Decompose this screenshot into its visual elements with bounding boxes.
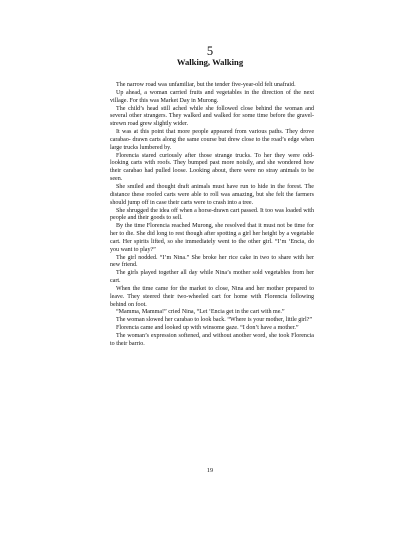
chapter-body bbox=[110, 82, 314, 349]
chapter-title: Walking, Walking bbox=[176, 57, 244, 67]
paragraph: The woman’s expression softened, and without another word, she took Florencia to their barrio. bbox=[110, 333, 314, 347]
paragraph: Florencia stared curiously after those strange trucks. To her they were odd-looking carts with roofs. They bumped past more noisily, and she wondered how their carabao had pulled loose. Looking about, there were no stray animals to be seen. bbox=[110, 152, 314, 183]
paragraph: By the time Florencia reached Murong, she resolved that it must not be time for her to die. She did long to rest though after spotting a girl her height by a vegetable cart. Her spirits lifted, so she immediately went to the other girl. “I’m ‘Encia, do you want to play?” bbox=[110, 223, 314, 253]
paragraph: The child’s head still ached while she followed close behind the woman and several other strangers. They walked and walked for some time before the gravel-strewn road grew slightly wider. bbox=[110, 105, 314, 128]
paragraph: She shrugged the idea off when a horse-drawn cart passed. It too was loaded with people and their goods to sell. bbox=[110, 207, 314, 222]
paragraph: “Mamma, Mamma!” cried Nina, “Let ‘Encia get in the cart with me.” bbox=[116, 309, 285, 316]
chapter-number: 5 bbox=[206, 44, 214, 58]
page-number: 19 bbox=[206, 467, 214, 474]
paragraph: The girls played together all day while Nina’s mother sold vegetables from her cart. bbox=[110, 270, 314, 285]
paragraph: Florencia came and looked up with winsome gaze. “I don’t have a mother.” bbox=[116, 325, 299, 332]
paragraph: The girl nodded. “I’m Nina.” She broke her rice cake in two to share with her new friend. bbox=[110, 254, 314, 269]
paragraph: It was at this point that more people appeared from various paths. They drove carabao- drawn carts along the same course but drew close to the road’s edge when large trucks lumbered by. bbox=[110, 129, 314, 151]
paragraph: Up ahead, a woman carried fruits and vegetables in the direction of the next village. For this was Market Day in Murong. bbox=[110, 89, 314, 104]
paragraph: When the time came for the market to close, Nina and her mother prepared to leave. They steered their two-wheeled cart for home with Florencia following behind on foot. bbox=[110, 285, 314, 308]
paragraph: The woman slowed her carabao to look back. “Where is your mother, little girl?” bbox=[116, 317, 313, 324]
paragraph: The narrow road was unfamiliar, but the tender five-year-old felt unafraid. bbox=[116, 82, 296, 88]
paragraph: She smiled and thought draft animals must have run to hide in the forest. The distance these roofed carts were able to roll was amazing, but she felt the farmers should jump off in case their carts were to crash into a tree. bbox=[110, 183, 314, 206]
